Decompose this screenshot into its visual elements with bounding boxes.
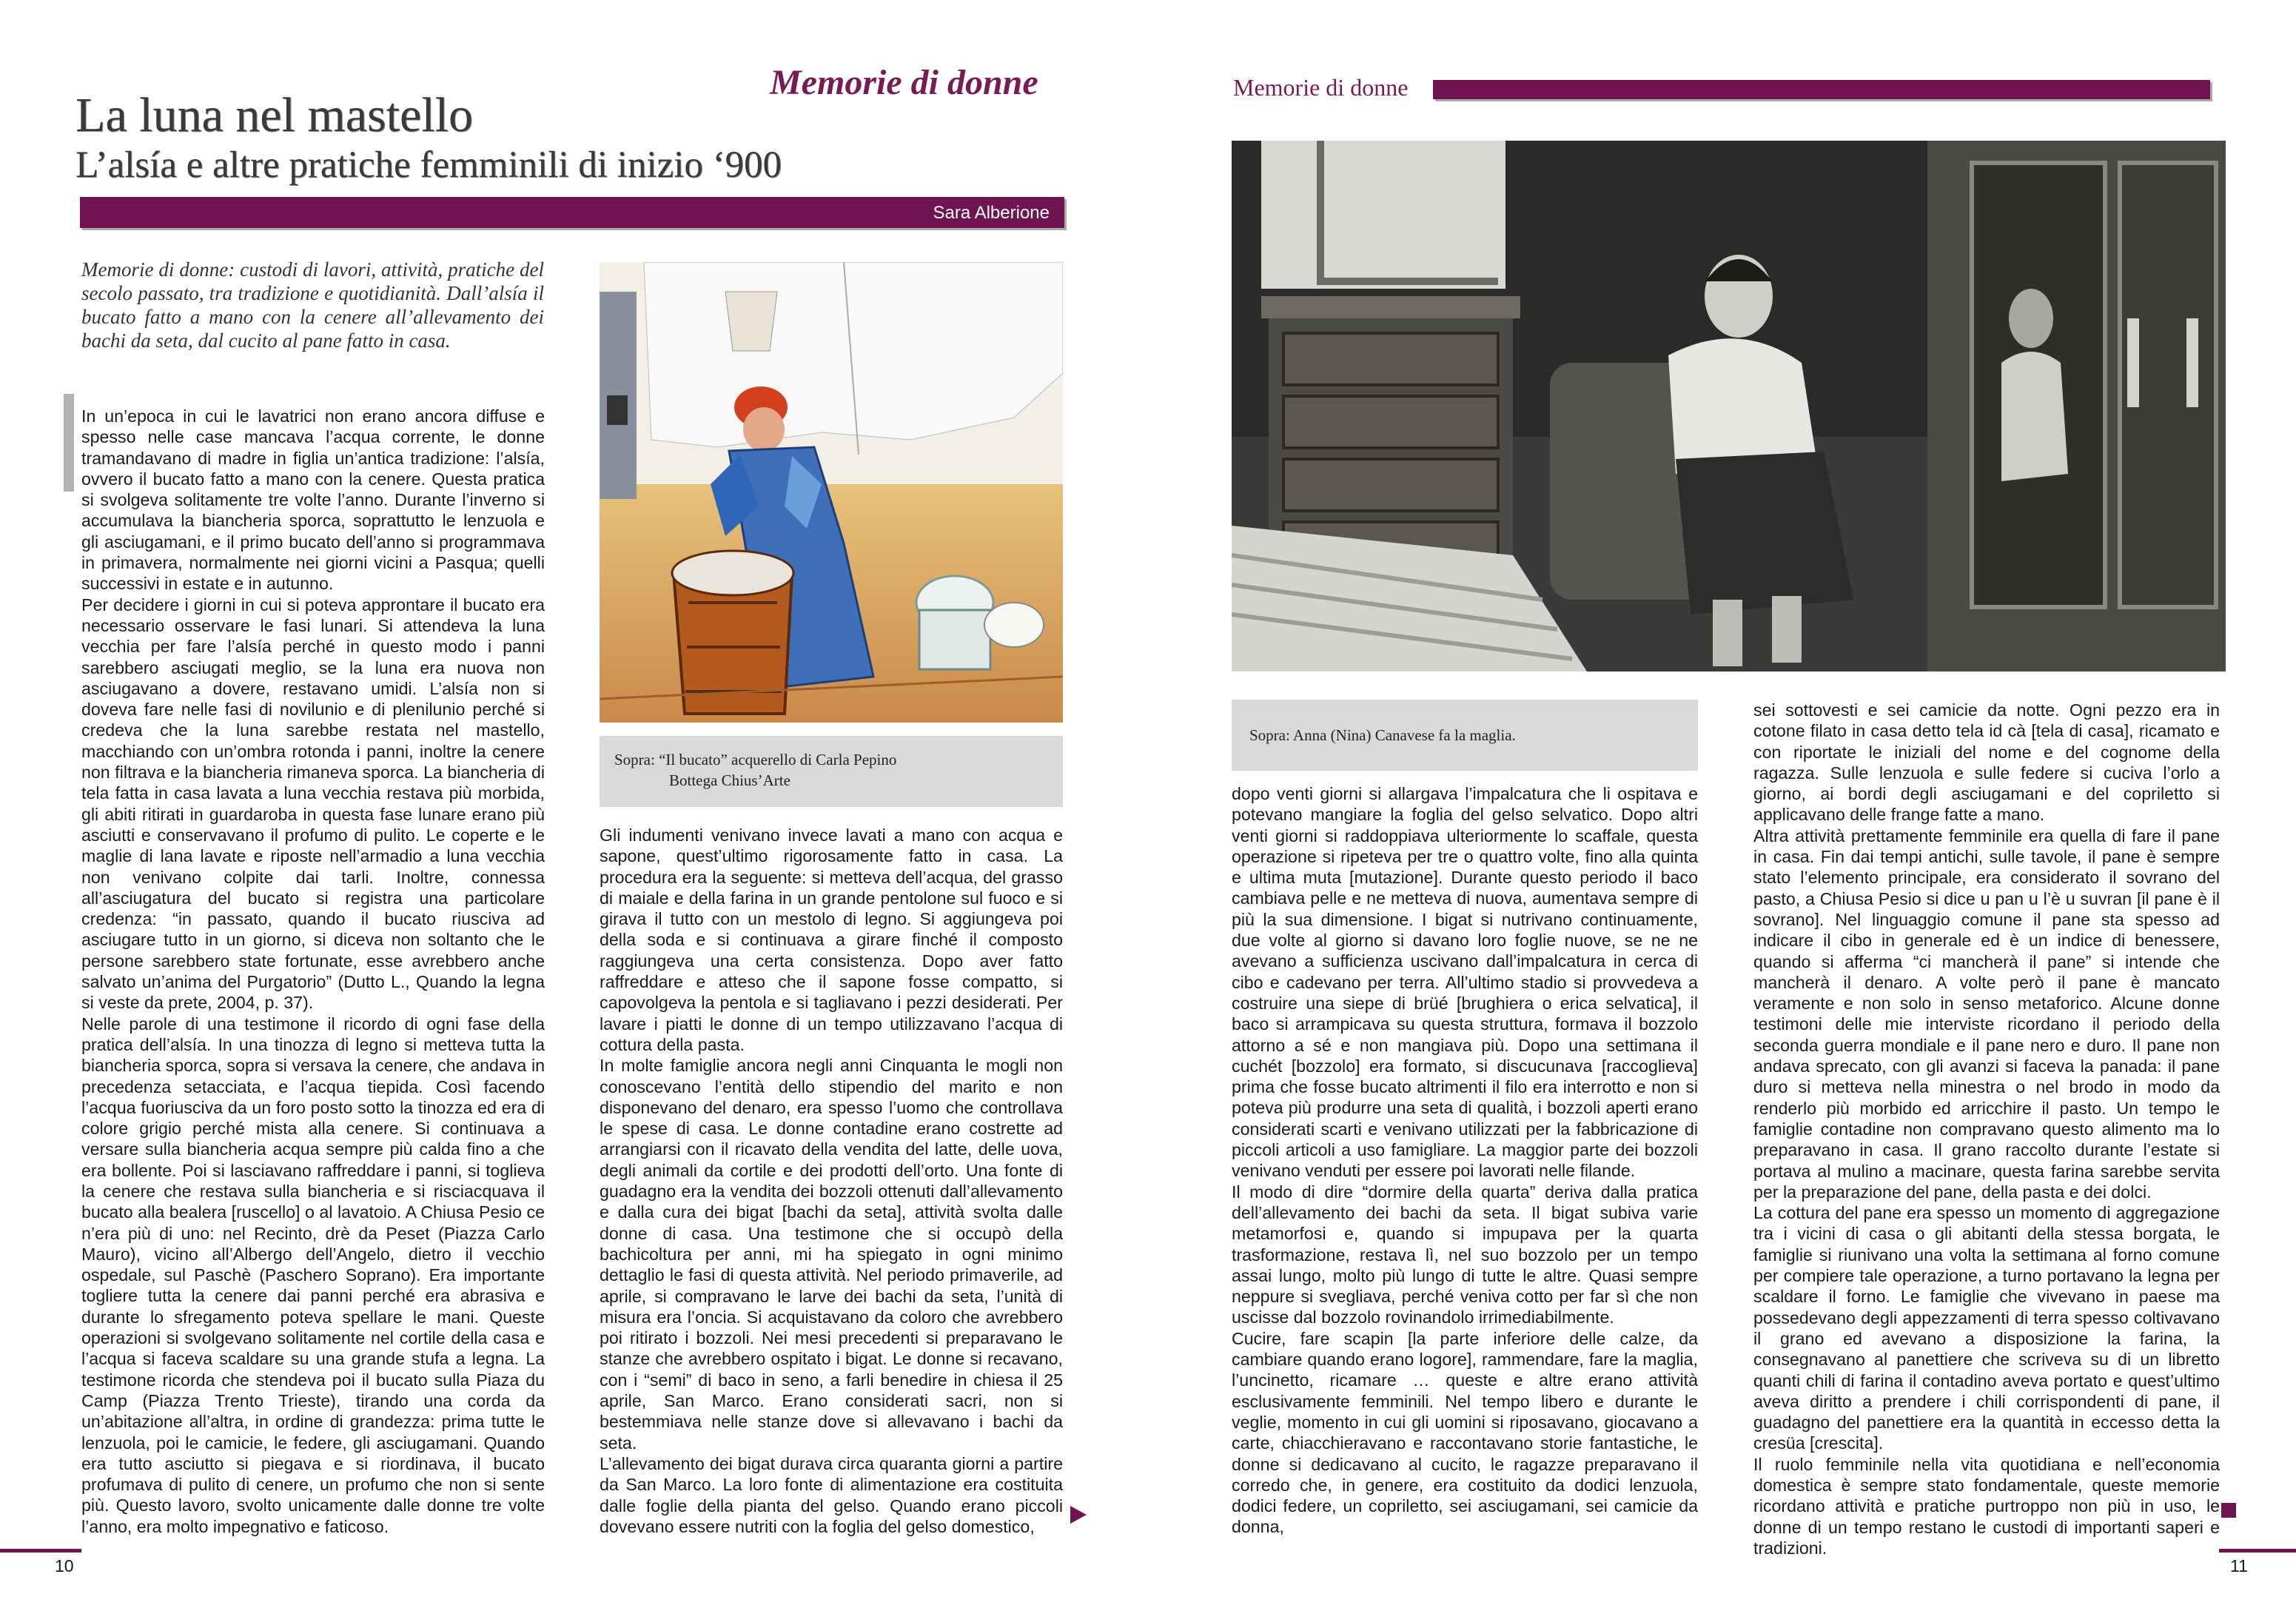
intro-text: Memorie di donne: custodi di lavori, attività, pratiche del secolo passato, tra tradizione e quotidianità. Dall’alsía il bucato fatto a mano con la cenere all’allevamento dei bachi da seta, dal cucito al pane fatto in casa. [81,258,544,352]
running-head-right: Memorie di donne [1233,74,1409,101]
article-subtitle: L’alsía e altre pratiche femminili di inizio ‘900 [75,144,782,186]
caption-line-2: Bottega Chius’Arte [669,771,790,789]
author-bar [80,197,1064,228]
knitting-photo [1232,141,2226,671]
footer-rule-left [0,1549,81,1553]
column-3 [1232,783,1698,1538]
watercolor-illustration [600,262,1063,723]
washerwoman-painting [600,262,1063,723]
column-1 [81,406,545,1537]
paragraph: Nelle parole di una testimone il ricordo di ogni fase della pratica dell’alsía. In una tinozza di legno si metteva tutta la biancheria sporca, sopra si versava la cenere, che andava in precedenza setacciata, e l’acqua tiepida. Così facendo l’acqua fuoriusciva da un foro posto sotto la tinozza ed era di colore grigio perché mista alla cenere. Si continuava a versare sulla biancheria acqua sempre più calda fino a che era bollente. Poi si lasciavano raffreddare i panni, si toglieva la cenere che restava sulla biancheria e si risciacquava il bucato alla bealera [ruscello] o al lavatoio. A Chiusa Pesio ce n’era più di uno: nel Recinto, drè da Peset (Piazza Carlo Mauro), vicino all’Albergo dell’Angelo, dietro il vecchio ospedale, sul Paschè (Paschero Soprano). Era importante togliere tutta la cenere dai panni perché era abrasiva e durante lo sfregamento poteva spellare le mani. Queste operazioni si svolgevano solitamente nel cortile della casa e l’acqua si faceva scaldare su una grande stufa a legna. La testimone ricorda che stendeva poi il bucato sulla Piaza du Camp (Piazza Trento Trieste), tirando una corda da un’abitazione all’altra, in ordine di grandezza: prima tutte le lenzuola, poi le camicie, le federe, gli asciugamani. Quando era tutto asciutto si piegava e si riordinava, il bucato profumava di pulito di cenere, un profumo che non si sente più. Questo lavoro, svolto unicamente dalle donne tre volte l’anno, era molto impegnativo e faticoso. [81,1014,545,1536]
quote-marker [64,394,74,492]
page-number-right: 11 [2230,1556,2248,1575]
right-page [1148,0,2296,1611]
paragraph: Gli indumenti venivano invece lavati a mano con acqua e sapone, quest’ultimo rigorosamente fatto in casa. La procedura era la seguente: si metteva dell’acqua, del grasso di maiale e della farina in un grande pentolone sul fuoco e si girava il tutto con un mestolo di legno. Si aggiungeva poi della soda e si continuava a girare finché il composto raggiungeva una certa consistenza. Dopo aver fatto raffreddare e atteso che il sapone fosse compatto, si capovolgeva la pentola e si tagliavano i pezzi desiderati. Per lavare i piatti le donne di un tempo utilizzavano l’acqua di cottura della pasta. [600,825,1063,1054]
paragraph: L’allevamento dei bigat durava circa quaranta giorni a partire da San Marco. La loro fonte di alimentazione era costituita dalle foglie della pianta del gelso. Quando erano piccoli dovevano essere nutriti con la foglia del gelso domestico, [600,1453,1063,1536]
paragraph: Altra attività prettamente femminile era quella di fare il pane in casa. Fin dai tempi antichi, sulle tavole, il pane è sempre stato l’elemento principale, era considerato il sovrano del pasto, a Chiusa Pesio si dice u pan u l’è u suvran [il pane è il sovrano]. Nel linguaggio comune il pane sta spesso ad indicare il cibo in generale ed è un indice di benessere, quando si afferma “ci mancherà il pane” si intende che mancherà il denaro. A volte però il pane è mancato veramente e non solo in senso metaforico. Alcune donne testimoni delle mie interviste ricordano il periodo della seconda guerra mondiale e il pane nero e duro. Il pane non andava sprecato, con gli avanzi si faceva la panada: il pane duro si metteva nella minestra o nel brodo in modo da renderlo più morbido ed arricchire il pasto. Un tempo le famiglie contadine non compravano questo alimento ma lo preparavano in casa. Il grano raccolto durante l’estate si portava al mulino a macinare, questa farina sarebbe servita per la preparazione del pane, della pasta e dei dolci. [1753,825,2220,1202]
author-name: Sara Alberione [933,203,1050,223]
paragraph: La cottura del pane era spesso un momento di aggregazione tra i vicini di casa o gli abitanti della stessa borgata, le famiglie si riunivano una volta la settimana al forno comune per compiere tale operazione, a turno portavano la legna per scaldare il forno. Le famiglie che vivevano in paese ma possedevano degli appezzamenti di terra spesso coltivavano il grano ed avevano a disposizione la farina, la consegnavano al panettiere che scriveva su di un libretto quanti chili di farina il contadino aveva portato e quest’ultimo aveva diritto a prendere i chili corrispondenti di pane, il guadagno del panettiere era la quantità in eccesso detta la cresüa [crescita]. [1753,1203,2220,1453]
footer-rule-right [2219,1549,2296,1553]
photo-caption [1232,700,1698,771]
article-title: La luna nel mastello [75,88,473,142]
paragraph: dopo venti giorni si allargava l’impalcatura che li ospitava e potevano mangiare la foglia del gelso selvatico. Dopo altri venti giorni si raddoppiava ulteriormente lo scaffale, questa operazione si ripeteva per tre o quattro volte, fino alla quinta e ultima muta [mutazione]. Durante questo periodo il baco cambiava pelle e ne metteva di nuova, aumentava sempre di più la sua dimensione. I bigat si nutrivano continuamente, due volte al giorno si davano loro foglie nuove, se ne ne avevano a sufficienza uscivano dall’impalcatura in cerca di cibo e cadevano per terra. All’ultimo stadio si provvedeva a costruire una siepe di brüé [brughiera o erica selvatica], il baco si arrampicava su questa struttura, formava il bozzolo attorno a sé e non mangiava più. Dopo una settimana il cuchét [bozzolo] era formato, si discucunava [raccoglieva] prima che fosse bucato altrimenti il filo era interrotto e non si poteva più produrre una seta di qualità, i bozzoli aperti erano considerati scarti e venivano utilizzati per la fabbricazione di piccoli articoli a uso famigliare. La maggior parte dei bozzoli venivano venduti per essere poi lavorati nelle filande. [1232,784,1698,1181]
column-2 [600,825,1063,1537]
illustration-caption [600,736,1063,807]
paragraph: In molte famiglie ancora negli anni Cinquanta le mogli non conoscevano l’entità dello stipendio del marito e non disponevano del denaro, era spesso l’uomo che controllava le spese di casa. Le donne contadine erano costrette ad arrangiarsi con il ricavato della vendita del latte, delle uova, degli animali da cortile e dei prodotti dell’orto. Una fonte di guadagno era la vendita dei bozzoli ottenuti dall’allevamento e dalla cura dei bigat [bachi da seta], attività svolta dalle donne di casa. Una testimone che si occupò della bachicoltura per anni, mi ha spiegato in ogni minimo dettaglio le fasi di questa attività. Nel periodo primaverile, ad aprile, si compravano le larve dei bachi da seta, l’unità di misura era l’oncia. Si acquistavano da coloro che avrebbero poi ritirato i bozzoli. Nei mesi precedenti si preparavano le stanze che avrebbero ospitato i bigat. Le donne si recavano, con i “semi” di baco in seno, a farli benedire in chiesa il 25 aprile, San Marco. Erano considerati sacri, non si bestemmiava nelle stanze dove si allevavano i bachi da seta. [600,1056,1063,1453]
running-head-left: Memorie di donne [770,63,1038,102]
paragraph: sei sottovesti e sei camicie da notte. Ogni pezzo era in cotone filato in casa detto tela id cà [tela di casa], ricamato e con riportate le iniziali del nome e del cognome della ragazza. Sulle lenzuola e sulle federe si cuciva l’orlo a giorno, ai bordi degli asciugamani e del copriletto si applicavano delle frange fatte a mano. [1753,700,2220,825]
header-bar-right [1433,80,2210,99]
paragraph: Il modo di dire “dormire della quarta” deriva dalla pratica dell’allevamento dei bachi da seta. Il bigat subiva varie metamorfosi e, quando si impupava per la quarta trasformazione, restava lì, nel suo bozzolo per un tempo assai lungo, molto più lungo di tutte le altre. Quasi sempre neppure si svegliava, perché veniva cotto per far sì che non uscisse dal bozzolo rovinandolo irrimediabilmente. [1232,1182,1698,1327]
paragraph: Per decidere i giorni in cui si poteva approntare il bucato era necessario osservare le fasi lunari. Si attendeva la luna vecchia per fare l’alsía perché in questo modo i panni sarebbero asciugati meglio, se la luna era nuova non asciugavano a dovere, restavano umidi. L’alsía non si doveva fare nelle fasi di novilunio e di plenilunio perché si credeva che la luna sarebbe restata nel mastello, macchiando con un’ombra rotonda i panni, inoltre la cenere non filtrava e la biancheria rimaneva sporca. La biancheria di tela fatta in casa lavata a luna vecchia restava più morbida, gli abiti ritirati in guardaroba in questa fase lunare erano più asciutti e conservavano il profumo di pulito. Le coperte e le maglie di lana lavate e riposte nell’armadio a luna vecchia non venivano colpite dai tarli. Inoltre, connessa all’asciugatura del bucato si registra una particolare credenza: “in passato, quando il bucato riusciva ad asciugare tutto in un giorno, si diceva non soltanto che le persone sarebbero state fortunate, esse avrebbero anche salvato un’anima del Purgatorio” (Dutto L., Quando la legna si veste da prete, 2004, p. 37). [81,595,545,1013]
paragraph: Il ruolo femminile nella vita quotidiana e nell’economia domestica è sempre stato fondamentale, queste memorie ricordano attività e pratiche purtroppo non più in uso, le donne di un tempo restano le custodi di importanti saperi e tradizioni. [1753,1454,2220,1558]
paragraph: In un’epoca in cui le lavatrici non erano ancora diffuse e spesso nelle case mancava l’acqua corrente, le donne tramandavano di madre in figlia un’antica tradizione: l’alsía, ovvero il bucato fatto a mano con la cenere. Questa pratica si svolgeva solitamente tre volte l’anno. Durante l’inverno si accumulava la biancheria sporca, soprattutto le lenzuola e gli asciugamani, e il primo bucato dell’anno si programmava in primavera, normalmente nei giorni vicini a Pasqua; quelli successivi in estate e in autunno. [81,406,545,594]
column-4 [1753,700,2220,1558]
paragraph: Cucire, fare scapin [la parte inferiore delle calze, da cambiare quando erano logore], rammendare, fare la maglia, l’uncinetto, ricamare … queste e altre erano attività esclusivamente femminili. Nel tempo libero e durante le veglie, momento in cui gli uomini si riposavano, giocavano a carte, chiacchieravano e raccontavano storie fantastiche, le donne si dedicavano al cucito, le ragazze preparavano il corredo che, in genere, era costituito da dodici lenzuola, dodici federe, un copriletto, sei asciugamani, sei camicie da donna, [1232,1328,1698,1537]
caption-text: Sopra: Anna (Nina) Canavese fa la maglia. [1249,726,1516,744]
end-square-icon [2221,1503,2236,1518]
black-white-photograph [1232,141,2226,671]
caption-line-1: Sopra: “Il bucato” acquerello di Carla Pepino [614,751,897,768]
continue-arrow-icon [1070,1506,1087,1524]
page-number-left: 10 [55,1556,74,1575]
